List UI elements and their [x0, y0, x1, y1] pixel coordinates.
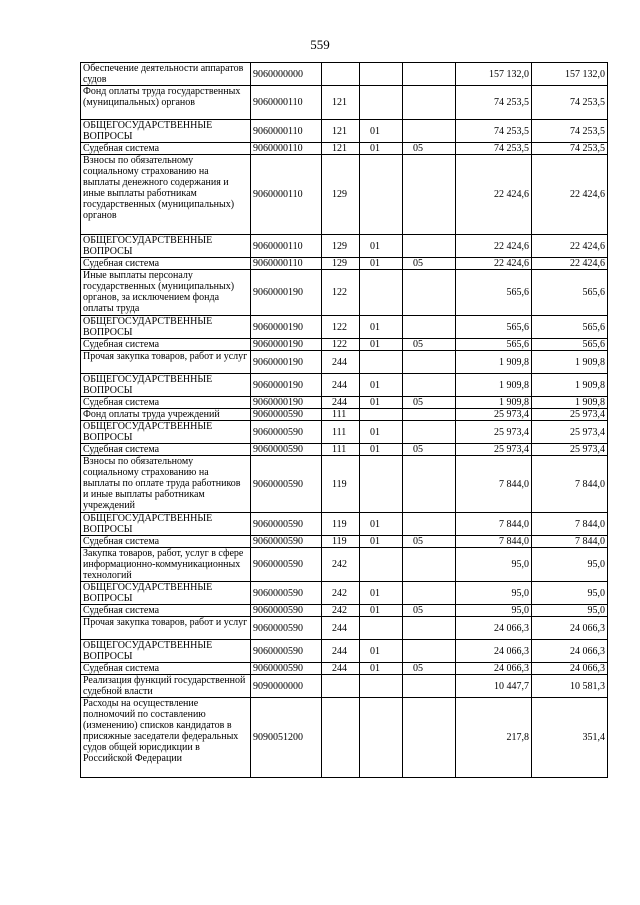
row-section — [360, 698, 403, 778]
row-amount-2: 74 253,5 — [532, 143, 608, 155]
row-csr-code: 9060000590 — [251, 640, 322, 663]
row-name: Прочая закупка товаров, работ и услуг — [81, 617, 251, 640]
row-amount-1: 1 909,8 — [456, 374, 532, 397]
row-amount-1: 74 253,5 — [456, 86, 532, 120]
row-expense-type: 121 — [322, 86, 360, 120]
row-csr-code: 9060000590 — [251, 421, 322, 444]
row-name: Закупка товаров, работ, услуг в сфере информационно-коммуникационных технологий — [81, 548, 251, 582]
row-expense-type: 244 — [322, 640, 360, 663]
row-subsection — [403, 155, 456, 235]
table-row — [81, 270, 608, 316]
table-row — [81, 640, 608, 663]
row-section: 01 — [360, 421, 403, 444]
row-amount-2: 74 253,5 — [532, 86, 608, 120]
table-row — [81, 409, 608, 421]
row-subsection: 05 — [403, 143, 456, 155]
page-number: 559 — [310, 37, 330, 52]
row-subsection — [403, 351, 456, 374]
row-name: Судебная система — [81, 605, 251, 617]
row-expense-type: 242 — [322, 548, 360, 582]
row-amount-2: 25 973,4 — [532, 444, 608, 456]
row-csr-code: 9060000110 — [251, 155, 322, 235]
row-section: 01 — [360, 397, 403, 409]
row-amount-2: 351,4 — [532, 698, 608, 778]
table-row — [81, 421, 608, 444]
row-section — [360, 63, 403, 86]
row-subsection — [403, 63, 456, 86]
row-amount-1: 74 253,5 — [456, 143, 532, 155]
row-amount-2: 95,0 — [532, 605, 608, 617]
row-csr-code: 9060000190 — [251, 339, 322, 351]
row-csr-code: 9060000190 — [251, 397, 322, 409]
table-row — [81, 663, 608, 675]
row-amount-2: 565,6 — [532, 316, 608, 339]
row-amount-2: 24 066,3 — [532, 663, 608, 675]
row-section: 01 — [360, 444, 403, 456]
row-amount-1: 7 844,0 — [456, 536, 532, 548]
row-section: 01 — [360, 374, 403, 397]
row-amount-1: 25 973,4 — [456, 444, 532, 456]
row-amount-1: 25 973,4 — [456, 421, 532, 444]
row-subsection: 05 — [403, 397, 456, 409]
table-row — [81, 444, 608, 456]
row-amount-1: 7 844,0 — [456, 456, 532, 513]
row-amount-2: 1 909,8 — [532, 374, 608, 397]
row-amount-1: 565,6 — [456, 316, 532, 339]
budget-table — [80, 62, 608, 778]
row-name: Судебная система — [81, 258, 251, 270]
table-row — [81, 374, 608, 397]
row-csr-code: 9060000110 — [251, 86, 322, 120]
row-subsection: 05 — [403, 536, 456, 548]
row-section — [360, 456, 403, 513]
row-csr-code: 9060000110 — [251, 258, 322, 270]
row-section — [360, 675, 403, 698]
row-section: 01 — [360, 339, 403, 351]
row-name: Взносы по обязательному социальному страхованию на выплаты по оплате труда работников и иные выплаты работникам учреждений — [81, 456, 251, 513]
row-amount-2: 7 844,0 — [532, 456, 608, 513]
row-name: Иные выплаты персоналу государственных (муниципальных) органов, за исключением фонда оплаты труда — [81, 270, 251, 316]
row-csr-code: 9060000000 — [251, 63, 322, 86]
row-expense-type: 242 — [322, 605, 360, 617]
row-amount-2: 95,0 — [532, 582, 608, 605]
row-amount-2: 1 909,8 — [532, 351, 608, 374]
row-name: Судебная система — [81, 397, 251, 409]
row-csr-code: 9060000590 — [251, 444, 322, 456]
row-section: 01 — [360, 536, 403, 548]
table-row — [81, 235, 608, 258]
row-expense-type: 122 — [322, 270, 360, 316]
row-amount-1: 24 066,3 — [456, 617, 532, 640]
table-row — [81, 316, 608, 339]
row-csr-code: 9060000110 — [251, 235, 322, 258]
table-row — [81, 86, 608, 120]
row-section: 01 — [360, 120, 403, 143]
row-subsection: 05 — [403, 339, 456, 351]
row-name: ОБЩЕГОСУДАРСТВЕННЫЕ ВОПРОСЫ — [81, 640, 251, 663]
row-csr-code: 9060000110 — [251, 143, 322, 155]
row-subsection — [403, 409, 456, 421]
row-amount-1: 95,0 — [456, 605, 532, 617]
row-expense-type: 244 — [322, 663, 360, 675]
row-expense-type — [322, 63, 360, 86]
row-csr-code: 9060000590 — [251, 513, 322, 536]
row-csr-code: 9060000590 — [251, 663, 322, 675]
row-section — [360, 617, 403, 640]
row-subsection: 05 — [403, 605, 456, 617]
table-row — [81, 456, 608, 513]
row-name: Судебная система — [81, 663, 251, 675]
row-csr-code: 9060000590 — [251, 536, 322, 548]
row-amount-2: 565,6 — [532, 339, 608, 351]
row-csr-code: 9060000110 — [251, 120, 322, 143]
row-expense-type: 119 — [322, 536, 360, 548]
row-amount-1: 22 424,6 — [456, 258, 532, 270]
row-amount-2: 74 253,5 — [532, 120, 608, 143]
table-row — [81, 339, 608, 351]
row-csr-code: 9060000190 — [251, 374, 322, 397]
row-section: 01 — [360, 663, 403, 675]
row-section — [360, 409, 403, 421]
row-expense-type: 121 — [322, 120, 360, 143]
row-csr-code: 9060000590 — [251, 617, 322, 640]
row-section — [360, 548, 403, 582]
row-expense-type: 111 — [322, 409, 360, 421]
row-name: ОБЩЕГОСУДАРСТВЕННЫЕ ВОПРОСЫ — [81, 374, 251, 397]
row-amount-1: 95,0 — [456, 582, 532, 605]
table-row — [81, 397, 608, 409]
row-amount-2: 22 424,6 — [532, 235, 608, 258]
row-subsection — [403, 120, 456, 143]
row-amount-2: 1 909,8 — [532, 397, 608, 409]
row-section: 01 — [360, 258, 403, 270]
row-amount-2: 7 844,0 — [532, 513, 608, 536]
row-subsection — [403, 675, 456, 698]
row-amount-2: 10 581,3 — [532, 675, 608, 698]
row-amount-1: 10 447,7 — [456, 675, 532, 698]
row-name: ОБЩЕГОСУДАРСТВЕННЫЕ ВОПРОСЫ — [81, 316, 251, 339]
row-expense-type: 129 — [322, 258, 360, 270]
row-csr-code: 9060000590 — [251, 409, 322, 421]
row-subsection — [403, 582, 456, 605]
row-name: ОБЩЕГОСУДАРСТВЕННЫЕ ВОПРОСЫ — [81, 582, 251, 605]
row-name: Расходы на осуществление полномочий по составлению (изменению) списков кандидатов в присяжные заседатели федеральных судов общей юрисдикции в Российской Федерации — [81, 698, 251, 778]
table-row — [81, 120, 608, 143]
row-expense-type: 129 — [322, 155, 360, 235]
row-subsection — [403, 698, 456, 778]
row-amount-1: 157 132,0 — [456, 63, 532, 86]
row-name: Взносы по обязательному социальному страхованию на выплаты денежного содержания и иные выплаты работникам государственных (муниципальных) органов — [81, 155, 251, 235]
row-expense-type: 244 — [322, 374, 360, 397]
row-expense-type: 121 — [322, 143, 360, 155]
table-row — [81, 258, 608, 270]
row-name: ОБЩЕГОСУДАРСТВЕННЫЕ ВОПРОСЫ — [81, 235, 251, 258]
row-amount-2: 25 973,4 — [532, 409, 608, 421]
row-amount-1: 95,0 — [456, 548, 532, 582]
row-name: Судебная система — [81, 444, 251, 456]
row-amount-2: 24 066,3 — [532, 617, 608, 640]
row-name: Судебная система — [81, 143, 251, 155]
row-amount-2: 95,0 — [532, 548, 608, 582]
row-name: Реализация функций государственной судебной власти — [81, 675, 251, 698]
row-amount-1: 1 909,8 — [456, 397, 532, 409]
row-expense-type: 119 — [322, 456, 360, 513]
row-subsection — [403, 456, 456, 513]
row-expense-type: 244 — [322, 397, 360, 409]
row-name: Фонд оплаты труда учреждений — [81, 409, 251, 421]
row-section — [360, 270, 403, 316]
row-expense-type: 119 — [322, 513, 360, 536]
row-csr-code: 9060000590 — [251, 582, 322, 605]
row-amount-2: 22 424,6 — [532, 258, 608, 270]
row-subsection — [403, 316, 456, 339]
row-amount-1: 74 253,5 — [456, 120, 532, 143]
row-csr-code: 9060000590 — [251, 456, 322, 513]
row-subsection — [403, 421, 456, 444]
table-row — [81, 513, 608, 536]
row-subsection — [403, 617, 456, 640]
row-expense-type: 122 — [322, 339, 360, 351]
table-row — [81, 63, 608, 86]
row-subsection — [403, 235, 456, 258]
row-name: ОБЩЕГОСУДАРСТВЕННЫЕ ВОПРОСЫ — [81, 513, 251, 536]
row-section: 01 — [360, 513, 403, 536]
row-expense-type: 111 — [322, 444, 360, 456]
row-name: ОБЩЕГОСУДАРСТВЕННЫЕ ВОПРОСЫ — [81, 421, 251, 444]
row-subsection — [403, 270, 456, 316]
row-csr-code: 9060000590 — [251, 548, 322, 582]
row-subsection — [403, 513, 456, 536]
row-name: ОБЩЕГОСУДАРСТВЕННЫЕ ВОПРОСЫ — [81, 120, 251, 143]
row-amount-2: 25 973,4 — [532, 421, 608, 444]
row-section: 01 — [360, 143, 403, 155]
row-amount-1: 22 424,6 — [456, 235, 532, 258]
table-row — [81, 698, 608, 778]
row-subsection — [403, 86, 456, 120]
row-amount-1: 565,6 — [456, 339, 532, 351]
row-amount-2: 7 844,0 — [532, 536, 608, 548]
row-section: 01 — [360, 605, 403, 617]
row-amount-2: 157 132,0 — [532, 63, 608, 86]
row-expense-type: 244 — [322, 617, 360, 640]
row-section: 01 — [360, 640, 403, 663]
row-csr-code: 9060000190 — [251, 351, 322, 374]
row-section — [360, 351, 403, 374]
row-name: Прочая закупка товаров, работ и услуг — [81, 351, 251, 374]
row-amount-1: 24 066,3 — [456, 640, 532, 663]
row-name: Судебная система — [81, 536, 251, 548]
row-amount-2: 565,6 — [532, 270, 608, 316]
row-amount-2: 22 424,6 — [532, 155, 608, 235]
row-section: 01 — [360, 582, 403, 605]
row-expense-type: 111 — [322, 421, 360, 444]
table-body — [81, 63, 608, 778]
row-subsection — [403, 374, 456, 397]
row-expense-type: 122 — [322, 316, 360, 339]
row-section — [360, 86, 403, 120]
row-expense-type: 242 — [322, 582, 360, 605]
table-row — [81, 536, 608, 548]
row-expense-type: 129 — [322, 235, 360, 258]
row-amount-1: 7 844,0 — [456, 513, 532, 536]
row-csr-code: 9060000190 — [251, 316, 322, 339]
row-name: Фонд оплаты труда государственных (муниципальных) органов — [81, 86, 251, 120]
table-row — [81, 155, 608, 235]
table-row — [81, 548, 608, 582]
row-name: Обеспечение деятельности аппаратов судов — [81, 63, 251, 86]
row-subsection — [403, 548, 456, 582]
table-row — [81, 605, 608, 617]
row-amount-1: 565,6 — [456, 270, 532, 316]
row-amount-1: 22 424,6 — [456, 155, 532, 235]
row-subsection: 05 — [403, 444, 456, 456]
row-amount-1: 1 909,8 — [456, 351, 532, 374]
table-row — [81, 351, 608, 374]
row-csr-code: 9060000590 — [251, 605, 322, 617]
row-amount-1: 25 973,4 — [456, 409, 532, 421]
row-csr-code: 9090051200 — [251, 698, 322, 778]
row-expense-type — [322, 675, 360, 698]
table-row — [81, 582, 608, 605]
row-expense-type: 244 — [322, 351, 360, 374]
table-row — [81, 617, 608, 640]
row-csr-code: 9090000000 — [251, 675, 322, 698]
row-section: 01 — [360, 316, 403, 339]
table-row — [81, 143, 608, 155]
row-name: Судебная система — [81, 339, 251, 351]
row-amount-1: 217,8 — [456, 698, 532, 778]
row-subsection: 05 — [403, 663, 456, 675]
row-expense-type — [322, 698, 360, 778]
row-subsection — [403, 640, 456, 663]
row-amount-1: 24 066,3 — [456, 663, 532, 675]
row-amount-2: 24 066,3 — [532, 640, 608, 663]
row-section — [360, 155, 403, 235]
row-subsection: 05 — [403, 258, 456, 270]
row-section: 01 — [360, 235, 403, 258]
table-row — [81, 675, 608, 698]
row-csr-code: 9060000190 — [251, 270, 322, 316]
